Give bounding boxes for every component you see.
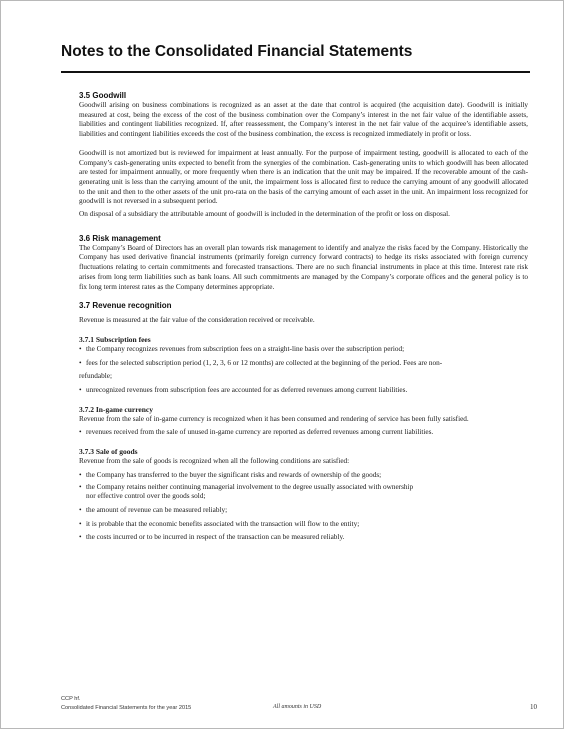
list-item: • fees for the selected subscription period (1, 2, 3, 6 or 12 months) are collected at the beginning of the period. Fees are non- refundable;	[79, 358, 443, 381]
footer-report-name: Consolidated Financial Statements for the year 2015	[61, 705, 192, 711]
paragraph: On disposal of a subsidiary the attributable amount of goodwill is included in the determination of the profit or loss on disposal.	[79, 210, 450, 219]
paragraph: The Company’s Board of Directors has an overall plan towards risk management to identify and analyze the risks faced by the Company. Historically the Company has used derivative financial instruments (primarily foreign currency forward contracts) to hedge its risks associated with foreign currency fluctuations relating to certain commitments and forecasted transactions. There are no such financial instruments in place at this time. Interest rate risk arises from long term liabilities such as bank loans. All such commitments are managed by the Company’s corporate offices and the general policy is to fix long term interest rates as the Company determines appropriate.	[79, 243, 528, 291]
footer-company-info	[61, 695, 191, 713]
paragraph: Revenue is measured at the fair value of the consideration received or receivable.	[79, 316, 315, 325]
list-item: • unrecognized revenues from subscription fees are accounted for as deferred revenues among current liabilities.	[79, 386, 408, 395]
page-number: 10	[530, 703, 537, 711]
paragraph: Revenue from the sale of in-game currency is recognized when it has been consumed and rendering of service has been fully satisfied.	[79, 414, 469, 423]
section-heading: 3.7 Revenue recognition	[79, 301, 172, 311]
list-item: • the amount of revenue can be measured reliably;	[79, 505, 228, 514]
footer-currency-note: All amounts in USD	[273, 704, 322, 710]
list-item: • the Company has transferred to the buyer the significant risks and rewards of ownership of the goods;	[79, 470, 382, 479]
list-item: • the Company recognizes revenues from subscription fees on a straight-line basis over the subscription period;	[79, 344, 405, 353]
section-revenue-recognition	[79, 301, 528, 543]
section-risk-management	[79, 234, 528, 293]
subsection-heading: 3.7.1 Subscription fees	[79, 334, 151, 344]
section-goodwill	[79, 91, 528, 220]
subsection-heading: 3.7.2 In-game currency	[79, 404, 154, 414]
subsection-heading: 3.7.3 Sale of goods	[79, 447, 138, 457]
list-item: • revenues received from the sale of unused in-game currency are reported as deferred revenues among current liabilities.	[79, 428, 434, 437]
page-title: Notes to the Consolidated Financial Statements	[61, 43, 413, 60]
paragraph: Goodwill arising on business combinations is recognized as an asset at the date that control is acquired (the acquisition date). Goodwill is initially measured at cost, being the excess of the cost of the business combination over the Company’s interest in the net fair value of the identifiable assets, liabilities and contingent liabilities recognized. If, after reassessment, the Company’s interest in the net fair value of the acquiree’s identifiable assets, liabilities and contingent liabilities exceeds the cost of the business combination, the excess is recognized immediately in profit or loss.	[79, 101, 528, 139]
page-content	[79, 91, 528, 543]
section-heading: 3.6 Risk management	[79, 233, 161, 243]
paragraph: Revenue from the sale of goods is recognized when all the following conditions are satisfied:	[79, 457, 350, 466]
list-item: • the costs incurred or to be incurred in respect of the transaction can be measured reliably.	[79, 533, 345, 542]
list-item: • it is probable that the economic benefits associated with the transaction will flow to the entity;	[79, 519, 360, 528]
title-divider	[61, 71, 530, 73]
list-item: • the Company retains neither continuing managerial involvement to the degree usually associated with ownership nor effective control over the goods sold;	[79, 482, 414, 501]
footer-company: CCP hf.	[61, 696, 81, 702]
section-heading: 3.5 Goodwill	[79, 91, 127, 100]
paragraph: Goodwill is not amortized but is reviewed for impairment at least annually. For the purpose of impairment testing, goodwill is allocated to each of the Company’s cash-generating units expected to benefit from the synergies of the combination. Cash-generating units to which goodwill has been allocated are tested for impairment annually, or more frequently when there is an indication that the unit may be impaired. If the recoverable amount of the cash-generating unit is less than the carrying amount of the unit, the impairment loss is allocated first to reduce the carrying amount of any goodwill allocated to the unit and then to the other assets of the unit pro-rata on the basis of the carrying amount of each asset in the unit. An impairment loss recognized for goodwill is not reversed in a subsequent period.	[79, 148, 528, 206]
